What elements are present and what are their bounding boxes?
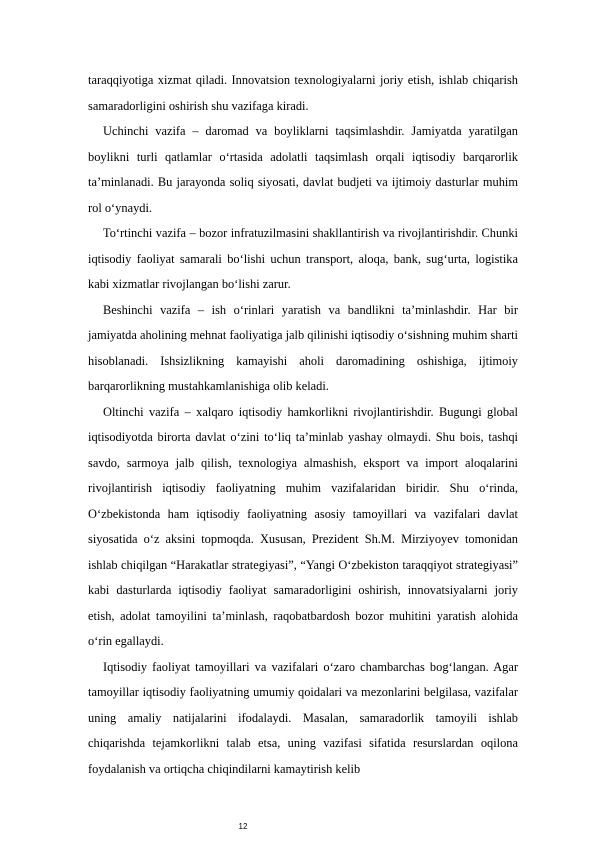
paragraph-continuation: taraqqiyotiga xizmat qiladi. Innovatsion texnologiyalarni joriy etish, ishlab chiqarish samaradorligini oshirish shu vazifaga kiradi. bbox=[88, 73, 518, 113]
paragraph-fifth-task: Beshinchi vazifa – ish o‘rinlari yaratish va bandlikni ta’minlashdir. Har bir jamiyatda aholining mehnat faoliyatiga jalb qilinishi iqtisodiy o‘sishning muhim sharti hisoblanadi. Ishsizlikning kamayishi aholi daromadining oshishiga, ijtimoiy barqarorlikning mustahkamlanishiga olib keladi. bbox=[88, 302, 518, 393]
paragraph-sixth-task: Oltinchi vazifa – xalqaro iqtisodiy hamkorlikni rivojlantirishdir. Bugungi global iqtisodiyotda birorta davlat o‘zini to‘liq ta’minlab yashay olmaydi. Shu bois, tashqi savdo, sarmoya jalb qilish, texnologiya almashish, eksport va import aloqalarini rivojlantirish iqtisodiy faoliyatning muhim vazifalaridan biridir. Shu o‘rinda, O‘zbekistonda ham iqtisodiy faoliyatning asosiy tamoyillari va vazifalari davlat siyosatida o‘z aksini topmoqda. Xususan, Prezident Sh.M. Mirziyoyev tomonidan ishlab chiqilgan “Harakatlar strategiyasi”, “Yangi O‘zbekiston taraqqiyot strategiyasi” kabi dasturlarda iqtisodiy faoliyat samaradorligini oshirish, innovatsiyalarni joriy etish, adolat tamoyilini ta’minlash, raqobatbardosh bozor muhitini yaratish alohida o‘rin egallaydi. bbox=[88, 404, 518, 648]
paragraph-principles-and-tasks: Iqtisodiy faoliyat tamoyillari va vazifalari o‘zaro chambarchas bog‘langan. Agar tamoyillar iqtisodiy faoliyatning umumiy qoidalari va mezonlarini belgilasa, vazifalar uning amaliy natijalarini ifodalaydi. Masalan, samaradorlik tamoyili ishlab chiqarishda tejamkorlikni talab etsa, uning vazifasi sifatida resurslardan oqilona foydalanish va ortiqcha chiqindilarni kamaytirish kelib bbox=[88, 659, 518, 776]
paragraph-third-task: Uchinchi vazifa – daromad va boyliklarni taqsimlashdir. Jamiyatda yaratilgan boylikni turli qatlamlar o‘rtasida adolatli taqsimlash orqali iqtisodiy barqarorlik ta’minlanadi. Bu jarayonda soliq siyosati, davlat budjeti va ijtimoiy dasturlar muhim rol o‘ynaydi. bbox=[88, 124, 518, 215]
document-body bbox=[88, 68, 518, 782]
paragraph-fourth-task: To‘rtinchi vazifa – bozor infratuzilmasini shakllantirish va rivojlantirishdir. Chunki iqtisodiy faoliyat samarali bo‘lishi uchun transport, aloqa, bank, sug‘urta, logistika kabi xizmatlar rivojlangan bo‘lishi zarur. bbox=[88, 226, 518, 291]
page-number: 12 bbox=[238, 822, 248, 831]
